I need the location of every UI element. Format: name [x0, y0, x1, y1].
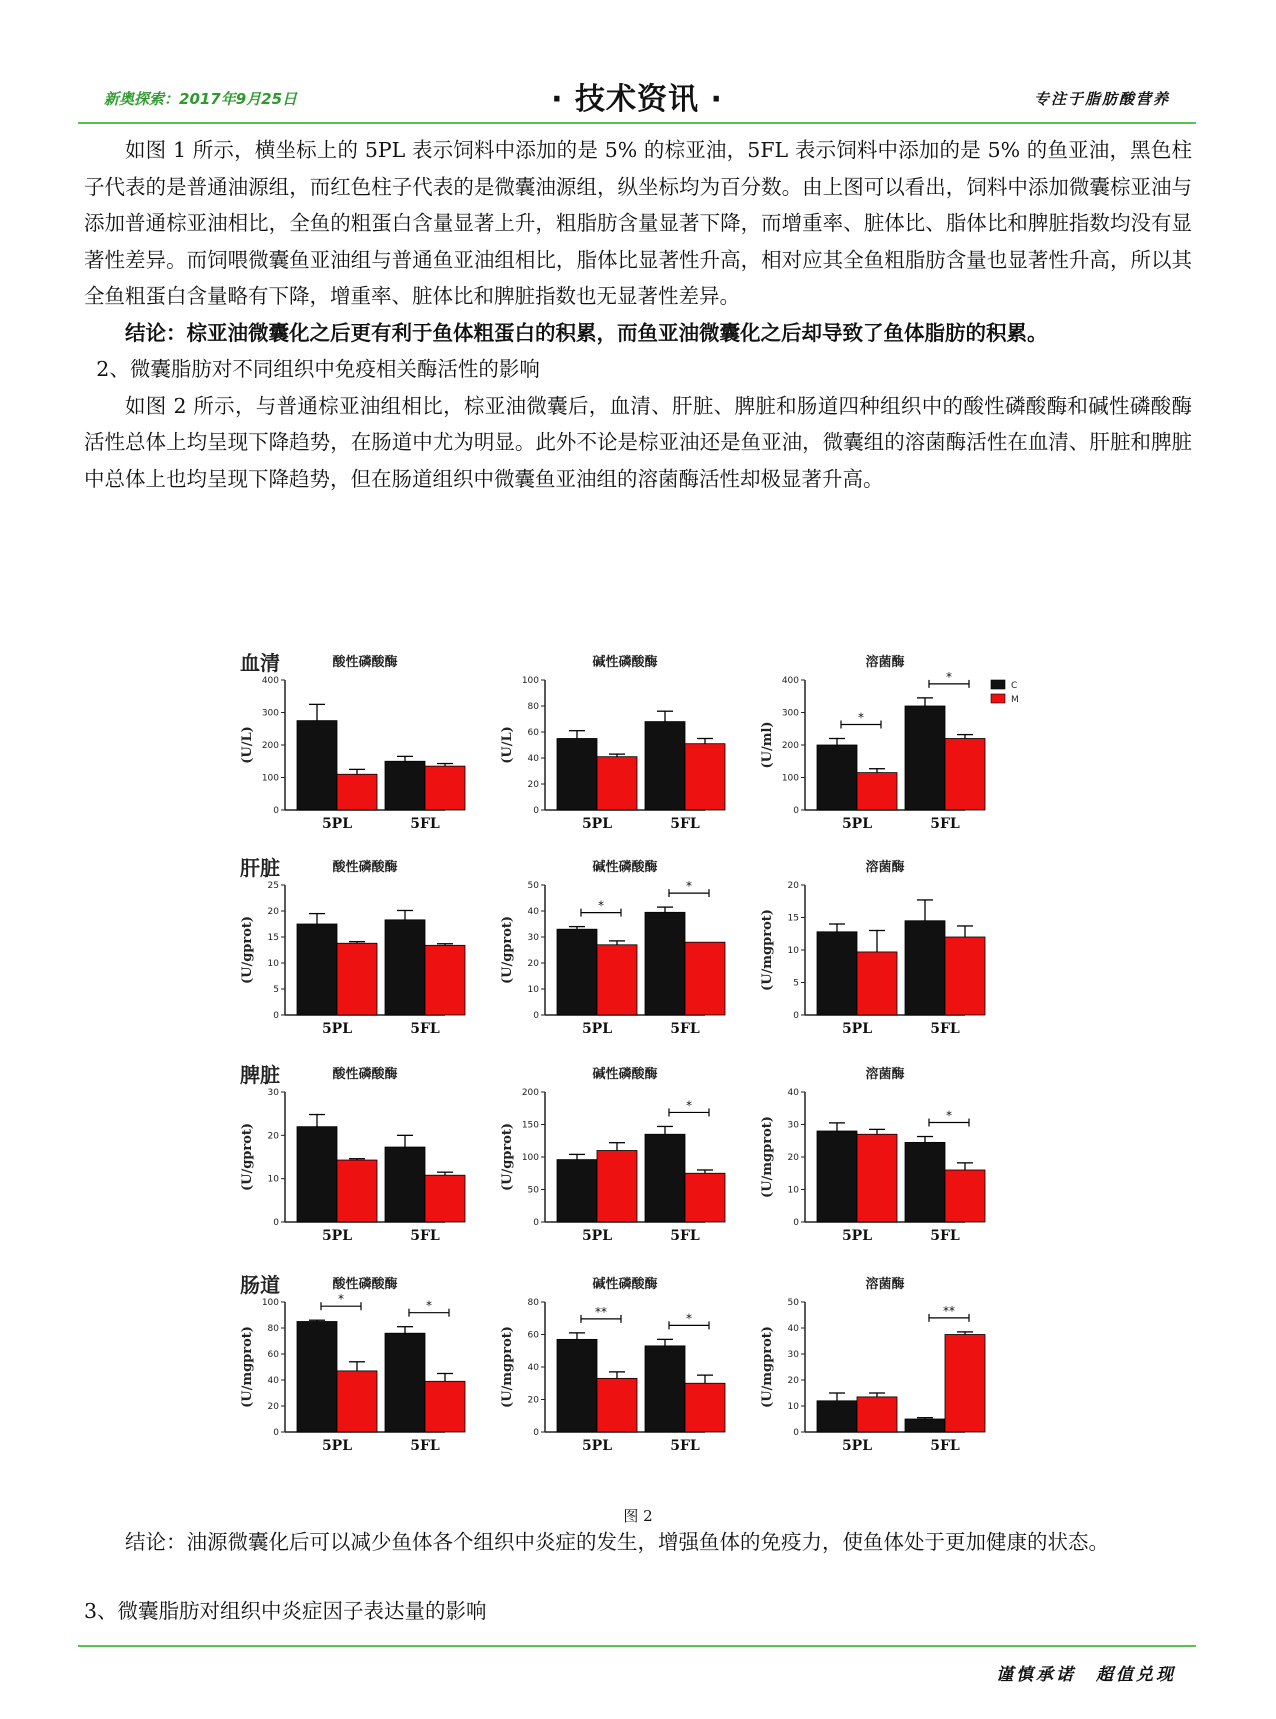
y-tick-label: 15 — [267, 933, 279, 943]
y-axis-label: (U/gprot) — [500, 1122, 515, 1192]
x-tick-label: 5FL — [930, 1021, 960, 1037]
y-tick-label: 5 — [273, 985, 279, 995]
legend-swatch-control — [991, 680, 1005, 689]
y-tick-label: 20 — [527, 959, 539, 969]
bar-microcapsule — [425, 1175, 465, 1222]
bar-control — [385, 1333, 425, 1432]
x-tick-label: 5FL — [410, 1438, 440, 1454]
bar-microcapsule — [597, 945, 637, 1015]
significance-label: * — [858, 710, 864, 725]
bar-control — [385, 920, 425, 1015]
y-tick-label: 10 — [267, 1174, 279, 1185]
bar-control — [297, 721, 337, 810]
y-tick-label: 10 — [787, 1185, 799, 1196]
y-tick-label: 10 — [787, 1402, 799, 1412]
panel-title: 溶菌酶 — [865, 1277, 905, 1292]
y-tick-label: 0 — [273, 1218, 279, 1228]
section-heading-3: 3、微囊脂肪对组织中炎症因子表达量的影响 — [84, 1599, 487, 1623]
y-tick-label: 10 — [267, 959, 279, 969]
y-tick-label: 0 — [793, 1428, 799, 1438]
significance-label: * — [338, 1292, 344, 1307]
y-tick-label: 0 — [273, 1011, 279, 1021]
significance-label: * — [946, 669, 952, 684]
bar-control — [905, 1419, 945, 1432]
y-tick-label: 100 — [781, 773, 799, 784]
panel-title: 酸性磷酸酶 — [332, 1277, 398, 1292]
bar-microcapsule — [425, 1381, 465, 1432]
y-tick-label: 300 — [781, 708, 799, 719]
y-tick-label: 60 — [527, 1330, 539, 1341]
panel-title: 溶菌酶 — [865, 860, 905, 875]
y-tick-label: 20 — [267, 907, 279, 917]
y-tick-label: 100 — [521, 1153, 539, 1163]
y-tick-label: 50 — [527, 881, 539, 891]
bar-microcapsule — [337, 943, 377, 1015]
bar-control — [905, 921, 945, 1015]
bar-microcapsule — [685, 1383, 725, 1432]
bar-control — [645, 1134, 685, 1222]
bar-control — [557, 739, 597, 811]
legend-label: M — [1011, 695, 1019, 705]
y-tick-label: 100 — [261, 1298, 279, 1308]
header-slogan: 专注于脂肪酸营养 — [1033, 90, 1170, 108]
x-tick-label: 5FL — [410, 816, 440, 832]
tissue-label: 血清 — [240, 651, 280, 675]
significance-label: * — [946, 1108, 952, 1123]
y-tick-label: 0 — [533, 1218, 539, 1228]
figure-2-enzyme-charts — [230, 650, 1050, 1490]
panel-title: 碱性磷酸酶 — [592, 1277, 658, 1292]
conclusion-2: 结论：油源微囊化后可以减少鱼体各个组织中炎症的发生，增强鱼体的免疫力，使鱼体处于更加健康的状态。 — [125, 1530, 1109, 1554]
bar-control — [557, 1339, 597, 1432]
y-tick-label: 200 — [521, 1088, 539, 1098]
panel-title: 溶菌酶 — [865, 1067, 905, 1082]
bar-microcapsule — [857, 773, 897, 810]
y-tick-label: 30 — [787, 1120, 799, 1131]
x-tick-label: 5FL — [930, 816, 960, 832]
panel-title: 碱性磷酸酶 — [592, 860, 658, 875]
y-tick-label: 40 — [267, 1376, 279, 1386]
y-tick-label: 20 — [527, 780, 539, 790]
bar-control — [297, 924, 337, 1015]
y-tick-label: 80 — [527, 702, 539, 712]
bar-control — [645, 912, 685, 1015]
bar-control — [817, 1401, 857, 1432]
y-tick-label: 100 — [521, 676, 539, 686]
y-tick-label: 10 — [787, 946, 799, 956]
x-tick-label: 5PL — [581, 1438, 613, 1454]
x-tick-label: 5PL — [321, 1021, 353, 1037]
section-heading-2: 2、微囊脂肪对不同组织中免疫相关酶活性的影响 — [96, 357, 540, 381]
y-tick-label: 0 — [793, 1218, 799, 1228]
y-tick-label: 0 — [273, 1428, 279, 1438]
x-tick-label: 5PL — [841, 1438, 873, 1454]
y-tick-label: 30 — [267, 1088, 279, 1098]
y-axis-label: (U/mgprot) — [760, 1326, 775, 1408]
bar-control — [297, 1127, 337, 1222]
bar-control — [645, 1346, 685, 1432]
bar-microcapsule — [597, 1378, 637, 1432]
bar-control — [817, 745, 857, 810]
panel-title: 酸性磷酸酶 — [332, 655, 398, 670]
y-tick-label: 400 — [781, 676, 799, 686]
x-tick-label: 5PL — [321, 1438, 353, 1454]
bar-microcapsule — [945, 739, 985, 811]
bar-microcapsule — [597, 757, 637, 810]
bar-control — [817, 1131, 857, 1222]
bar-control — [385, 761, 425, 810]
y-tick-label: 150 — [521, 1120, 539, 1131]
y-tick-label: 30 — [787, 1350, 799, 1360]
y-axis-label: (U/ml) — [760, 721, 775, 769]
y-tick-label: 40 — [527, 1363, 539, 1373]
y-tick-label: 0 — [793, 806, 799, 816]
panel-title: 溶菌酶 — [865, 655, 905, 670]
y-tick-label: 20 — [787, 881, 799, 891]
bar-control — [297, 1322, 337, 1433]
y-tick-label: 300 — [261, 708, 279, 719]
bar-control — [557, 1160, 597, 1222]
bar-control — [905, 706, 945, 810]
figure-caption: 图 2 — [623, 1507, 653, 1525]
bar-microcapsule — [337, 1371, 377, 1432]
y-axis-label: (U/L) — [240, 726, 255, 764]
x-tick-label: 5FL — [670, 1021, 700, 1037]
significance-label: ** — [595, 1304, 607, 1319]
panel-title: 酸性磷酸酶 — [332, 860, 398, 875]
y-tick-label: 50 — [527, 1185, 539, 1196]
y-tick-label: 0 — [793, 1011, 799, 1021]
y-tick-label: 30 — [527, 933, 539, 943]
y-tick-label: 200 — [261, 741, 279, 751]
y-tick-label: 20 — [527, 1395, 539, 1406]
y-tick-label: 50 — [787, 1298, 799, 1308]
body-text-bottom — [84, 1524, 1192, 1561]
bar-control — [817, 932, 857, 1015]
paragraph-figure2: 如图 2 所示，与普通棕亚油组相比，棕亚油微囊后，血清、肝脏、脾脏和肠道四种组织中的酸性磷酸酶和碱性磷酸酶活性总体上均呈现下降趋势，在肠道中尤为明显。此外不论是棕亚油还是鱼亚油，微囊组的溶菌酶活性在血清、肝脏和脾脏中总体上也均呈现下降趋势，但在肠道组织中微囊鱼亚油组的溶菌酶活性却极显著升高。 — [84, 393, 1192, 491]
x-tick-label: 5FL — [670, 816, 700, 832]
footer-slogan: 谨慎承诺 超值兑现 — [996, 1665, 1176, 1685]
tissue-label: 脾脏 — [240, 1063, 280, 1087]
y-tick-label: 25 — [267, 881, 279, 891]
y-tick-label: 0 — [533, 806, 539, 816]
x-tick-label: 5PL — [841, 1228, 873, 1244]
x-tick-label: 5PL — [841, 1021, 873, 1037]
y-tick-label: 20 — [787, 1376, 799, 1386]
y-tick-label: 20 — [787, 1153, 799, 1163]
bar-microcapsule — [685, 744, 725, 810]
bar-microcapsule — [857, 1134, 897, 1222]
paragraph-figure1: 如图 1 所示，横坐标上的 5PL 表示饲料中添加的是 5% 的棕亚油，5FL 表示饲料中添加的是 5% 的鱼亚油，黑色柱子代表的是普通油源组，而红色柱子代表的是微囊油源组，纵坐标均为百分数。由上图可以看出，饲料中添加微囊棕亚油与添加普通棕亚油相比，全鱼的粗蛋白含量显著上升，粗脂肪含量显著下降，而增重率、脏体比、脂体比和脾脏指数均没有显著性差异。而饲喂微囊鱼亚油组与普通鱼亚油组相比，脂体比显著性升高，相对应其全鱼粗脂肪含量也显著性升高，所以其全鱼粗蛋白含量略有下降，增重率、脏体比和脾脏指数也无显著性差异。 — [84, 138, 1192, 308]
y-axis-label: (U/L) — [500, 726, 515, 764]
x-tick-label: 5FL — [670, 1228, 700, 1244]
x-tick-label: 5PL — [581, 1228, 613, 1244]
bar-microcapsule — [685, 942, 725, 1015]
y-tick-label: 5 — [793, 978, 799, 989]
y-tick-label: 400 — [261, 676, 279, 686]
y-axis-label: (U/mgprot) — [760, 909, 775, 991]
y-tick-label: 10 — [527, 985, 539, 995]
x-tick-label: 5FL — [410, 1021, 440, 1037]
bar-microcapsule — [945, 1170, 985, 1222]
body-text-top — [84, 132, 1192, 497]
y-axis-label: (U/mgprot) — [760, 1116, 775, 1198]
significance-label: * — [598, 898, 604, 913]
y-tick-label: 40 — [527, 754, 539, 764]
y-tick-label: 80 — [527, 1298, 539, 1308]
bar-microcapsule — [425, 766, 465, 810]
y-tick-label: 60 — [527, 728, 539, 738]
tissue-label: 肠道 — [240, 1273, 280, 1297]
x-tick-label: 5PL — [841, 816, 873, 832]
y-tick-label: 0 — [273, 806, 279, 816]
x-tick-label: 5FL — [670, 1438, 700, 1454]
tissue-label: 肝脏 — [240, 856, 280, 880]
significance-label: * — [686, 1311, 692, 1326]
y-tick-label: 200 — [781, 741, 799, 751]
y-tick-label: 40 — [787, 1324, 799, 1334]
x-tick-label: 5PL — [581, 1021, 613, 1037]
y-tick-label: 15 — [787, 913, 799, 924]
header-date: 新奥探索：2017年9月25日 — [104, 90, 298, 108]
bar-microcapsule — [945, 937, 985, 1015]
bar-microcapsule — [945, 1335, 985, 1433]
y-axis-label: (U/gprot) — [240, 915, 255, 985]
y-tick-label: 20 — [267, 1402, 279, 1412]
bar-microcapsule — [425, 945, 465, 1015]
x-tick-label: 5PL — [321, 1228, 353, 1244]
bar-microcapsule — [597, 1151, 637, 1223]
bar-microcapsule — [857, 952, 897, 1015]
bar-control — [905, 1142, 945, 1222]
bar-microcapsule — [337, 774, 377, 810]
panel-title: 碱性磷酸酶 — [592, 1067, 658, 1082]
significance-label: * — [686, 1098, 692, 1113]
x-tick-label: 5PL — [581, 816, 613, 832]
bar-microcapsule — [685, 1173, 725, 1222]
y-tick-label: 0 — [533, 1011, 539, 1021]
panel-title: 酸性磷酸酶 — [332, 1067, 398, 1082]
header-section-title: · 技术资讯 · — [551, 82, 723, 117]
y-tick-label: 60 — [267, 1350, 279, 1360]
x-tick-label: 5PL — [321, 816, 353, 832]
y-tick-label: 80 — [267, 1324, 279, 1334]
bar-microcapsule — [337, 1160, 377, 1222]
bar-control — [645, 722, 685, 810]
x-tick-label: 5FL — [930, 1438, 960, 1454]
y-tick-label: 20 — [267, 1131, 279, 1142]
significance-label: ** — [943, 1303, 955, 1318]
y-axis-label: (U/gprot) — [240, 1122, 255, 1192]
bar-control — [557, 929, 597, 1015]
y-tick-label: 40 — [527, 907, 539, 917]
bar-microcapsule — [857, 1397, 897, 1432]
footer-rule — [78, 1645, 1196, 1647]
y-axis-label: (U/mgprot) — [500, 1326, 515, 1408]
y-tick-label: 0 — [533, 1428, 539, 1438]
bar-control — [385, 1147, 425, 1222]
significance-label: * — [426, 1298, 432, 1313]
x-tick-label: 5FL — [930, 1228, 960, 1244]
page-header — [78, 78, 1196, 120]
x-tick-label: 5FL — [410, 1228, 440, 1244]
conclusion-1: 结论：棕亚油微囊化之后更有利于鱼体粗蛋白的积累，而鱼亚油微囊化之后却导致了鱼体脂肪的积累。 — [125, 320, 1048, 345]
y-tick-label: 40 — [787, 1088, 799, 1098]
legend-label: C — [1011, 681, 1018, 691]
legend-swatch-microcapsule — [991, 694, 1005, 703]
y-tick-label: 100 — [261, 773, 279, 784]
panel-title: 碱性磷酸酶 — [592, 655, 658, 670]
significance-label: * — [686, 879, 692, 894]
y-axis-label: (U/gprot) — [500, 915, 515, 985]
y-axis-label: (U/mgprot) — [240, 1326, 255, 1408]
header-rule — [78, 122, 1196, 124]
